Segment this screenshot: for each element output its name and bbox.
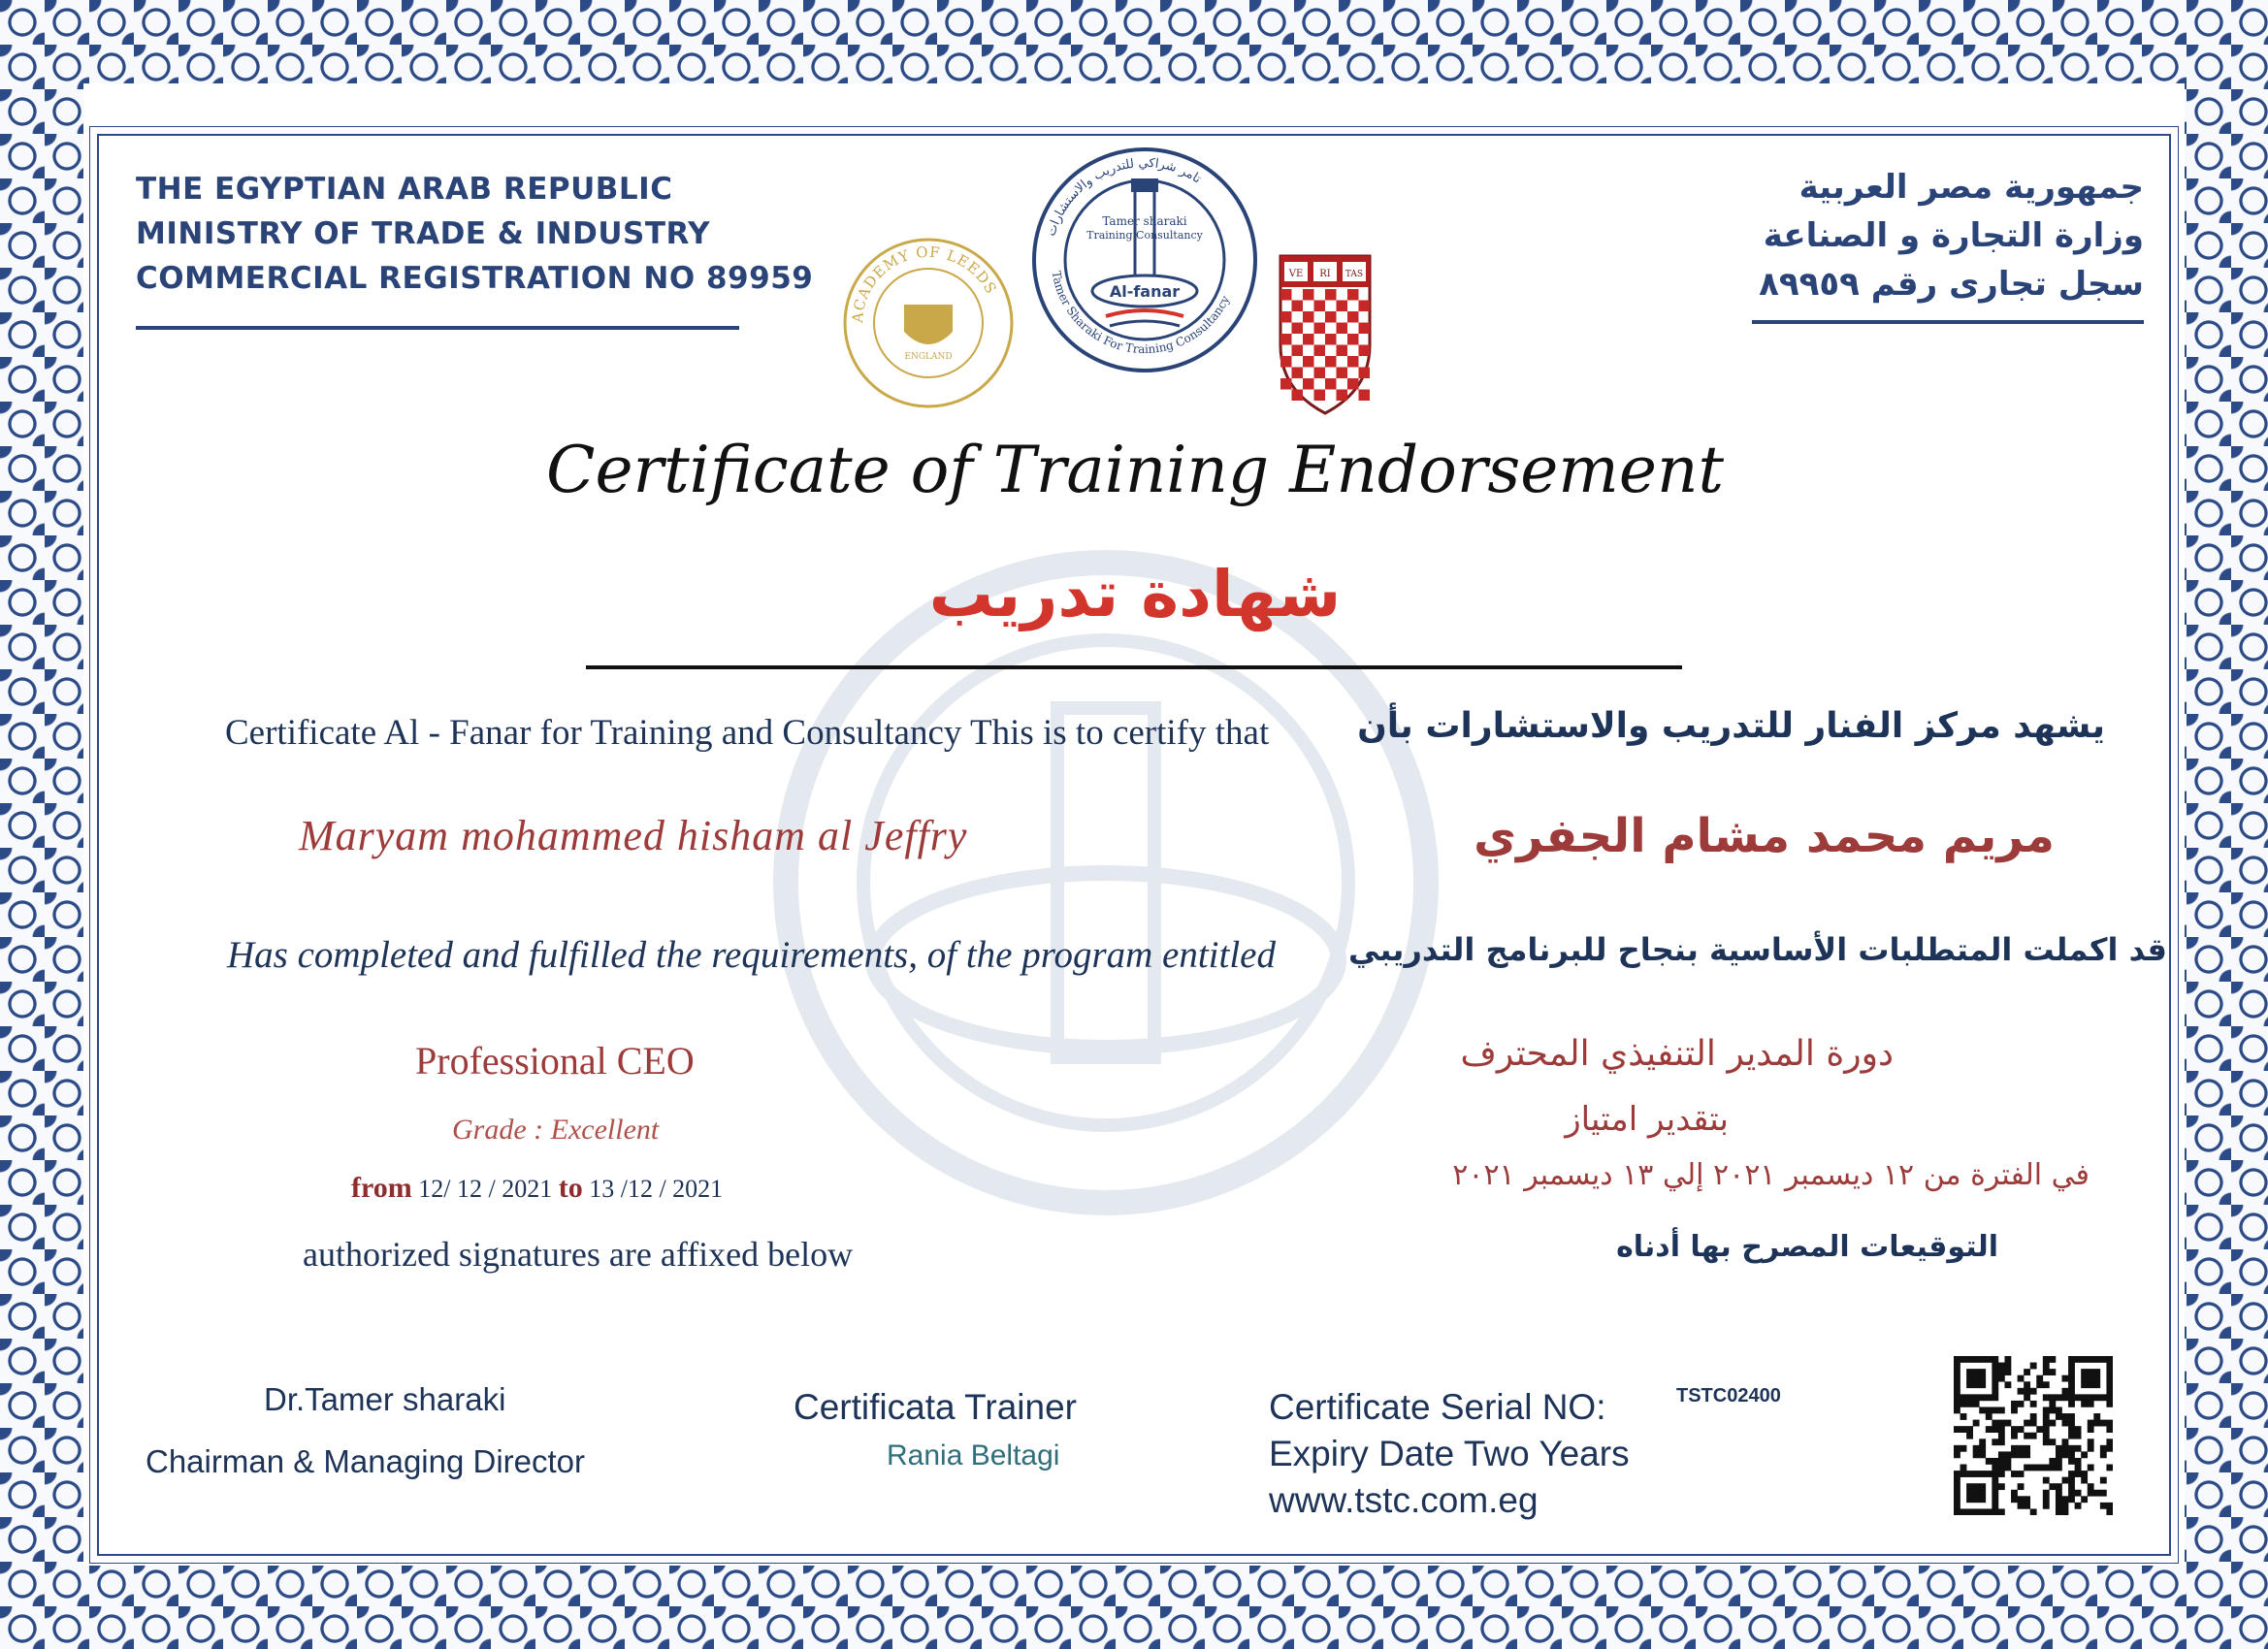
chairman-name: Dr.Tamer sharaki — [264, 1381, 506, 1417]
completion-statement-arabic: قد اكملت المتطلبات الأساسية بنجاح للبرنامج التدريبي — [1347, 931, 2167, 968]
svg-text:تامر شراكي للتدريب والاستشارات: تامر شراكي للتدريب والاستشارات — [1044, 155, 1204, 239]
trainer-name: Rania Beltagi — [887, 1439, 1060, 1471]
serial-number: TSTC02400 — [1676, 1385, 1781, 1406]
serial-label: Certificate Serial NO: — [1269, 1387, 1606, 1427]
website-link[interactable]: www.tstc.com.eg — [1269, 1480, 1539, 1520]
to-date: 13 /12 / 2021 — [589, 1175, 724, 1203]
academy-of-leeds-logo — [842, 237, 1015, 409]
header-ar-country: جمهورية مصر العربية — [1798, 168, 2144, 207]
svg-text:Tamer Sharaki For Training Con: Tamer Sharaki For Training Consultancy — [1049, 270, 1233, 357]
svg-text:Tamer sharaki: Tamer sharaki — [1102, 214, 1187, 228]
svg-text:Al-fanar: Al-fanar — [1109, 282, 1181, 301]
title-divider — [586, 665, 1682, 669]
recipient-name-english: Maryam mohammed hisham al Jeffry — [299, 812, 968, 859]
header-arabic — [1759, 163, 2144, 308]
header-en-underline — [136, 326, 739, 330]
header-english — [136, 167, 813, 301]
certify-statement-arabic: يشهد مركز الفنار للتدريب والاستشارات بأن — [1357, 706, 2105, 746]
svg-text:VE: VE — [1288, 269, 1304, 279]
svg-text:ENGLAND: ENGLAND — [904, 352, 953, 362]
svg-text:ACADEMY OF LEEDS: ACADEMY OF LEEDS — [848, 242, 1001, 324]
expiry-note: Expiry Date Two Years — [1269, 1434, 1630, 1473]
signatures-note-arabic: التوقيعات المصرح بها أدناه — [1616, 1230, 1998, 1264]
header-en-ministry: MINISTRY OF TRADE & INDUSTRY — [136, 216, 711, 251]
svg-text:Training Consultancy: Training Consultancy — [1086, 229, 1203, 242]
to-label: to — [558, 1172, 583, 1204]
al-fanar-seal-logo — [1030, 146, 1259, 374]
certificate-title-arabic: شهادة تدريب — [928, 557, 1342, 631]
veritas-shield-logo — [1279, 254, 1372, 415]
svg-text:TAS: TAS — [1345, 270, 1364, 279]
recipient-name-arabic: مريم محمد مشام الجفري — [1474, 809, 2055, 863]
svg-text:RI: RI — [1319, 269, 1331, 279]
certificate-title-english: Certificate of Training Endorsement — [546, 433, 1724, 507]
qr-code — [1954, 1356, 2113, 1515]
course-name-english: Professional CEO — [415, 1039, 695, 1083]
chairman-role: Chairman & Managing Director — [146, 1443, 586, 1479]
header-ar-ministry: وزارة التجارة و الصناعة — [1763, 216, 2144, 255]
signatures-note-english: authorized signatures are affixed below — [303, 1235, 854, 1274]
header-ar-registration: سجل تجارى رقم ٨٩٩٥٩ — [1759, 265, 2144, 304]
completion-statement-english: Has completed and fulfilled the requirements, of the program entitled — [227, 934, 1276, 976]
header-en-registration: COMMERCIAL REGISTRATION NO 89959 — [136, 261, 814, 296]
watermark-seal — [766, 543, 1445, 1222]
from-date: 12/ 12 / 2021 — [418, 1175, 553, 1203]
from-label: from — [351, 1172, 412, 1204]
trainer-heading: Certificata Trainer — [794, 1387, 1077, 1427]
grade-english: Grade : Excellent — [452, 1114, 660, 1146]
course-name-arabic: دورة المدير التنفيذي المحترف — [1460, 1034, 1894, 1074]
certify-statement-english: Certificate Al - Fanar for Training and Consultancy This is to certify that — [225, 713, 1270, 753]
header-en-country: THE EGYPTIAN ARAB REPUBLIC — [136, 172, 673, 207]
date-range-english — [351, 1172, 723, 1205]
header-ar-underline — [1752, 320, 2144, 324]
date-range-arabic: في الفترة من ١٢ ديسمبر ٢٠٢١ إلي ١٣ ديسمبر ٢٠٢١ — [1452, 1158, 2090, 1192]
grade-arabic: بتقدير امتياز — [1565, 1100, 1729, 1139]
